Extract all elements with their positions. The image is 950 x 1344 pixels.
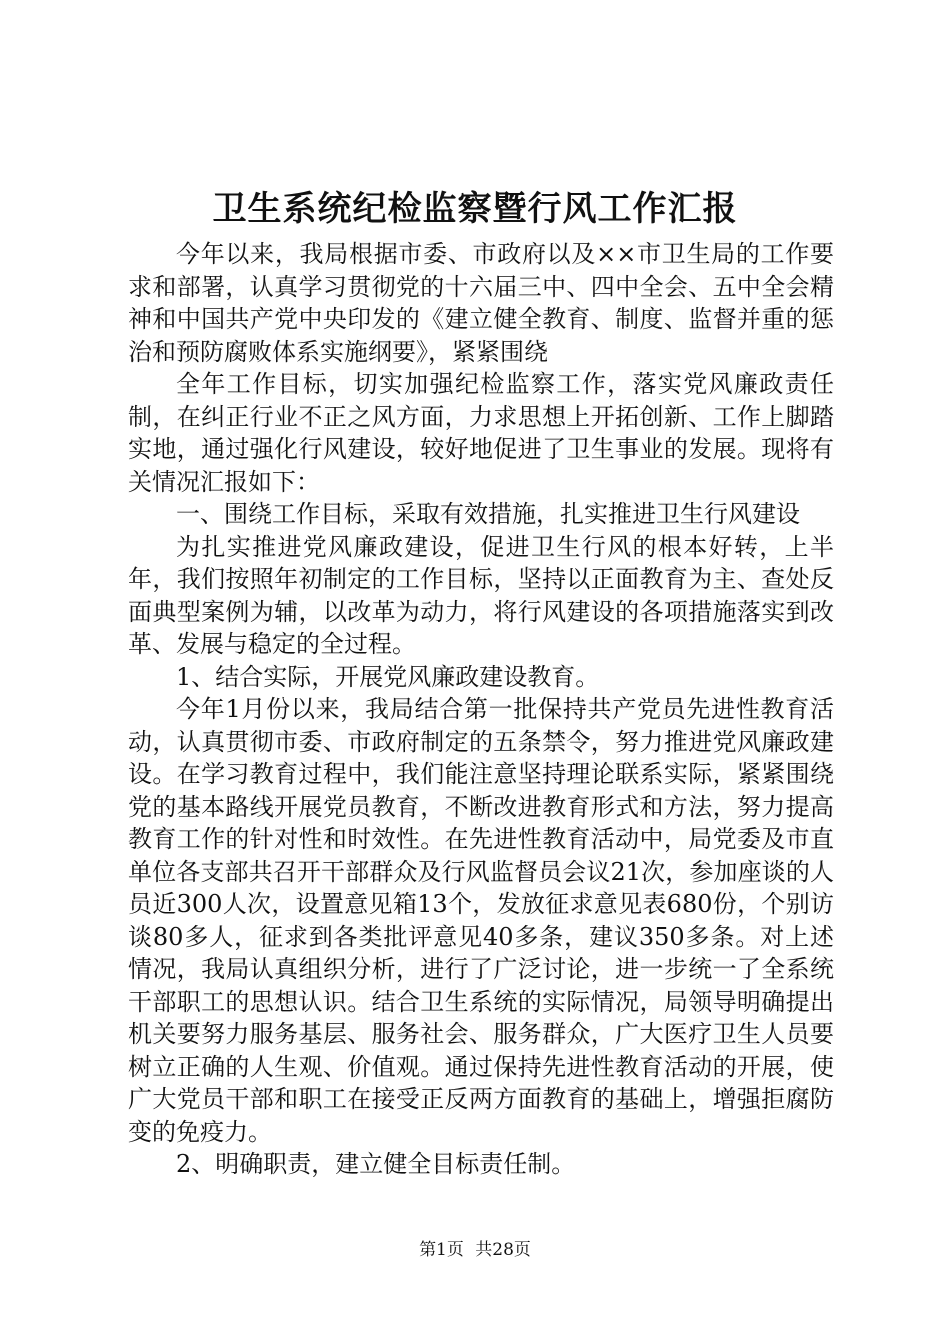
- subsection-heading-2: 2、明确职责，建立健全目标责任制。: [176, 1150, 576, 1178]
- page-total: 共28页: [475, 1240, 531, 1260]
- document-body: [128, 238, 834, 1181]
- paragraph-education: 今年1月份以来，我局结合第一批保持共产党员先进性教育活动，认真贯彻市委、市政府制定的五条禁令，努力推进党风廉政建设。在学习教育过程中，我们能注意坚持理论联系实际，紧紧围绕党的基本路线开展党员教育，不断改进教育形式和方法，努力提高教育工作的针对性和时效性。在先进性教育活动中，局党委及市直单位各支部共召开干部群众及行风监督员会议21次，参加座谈的人员近300人次，设置意见箱13个，发放征求意见表680份，个别访谈80多人，征求到各类批评意见40多条，建议350多条。对上述情况，我局认真组织分析，进行了广泛讨论，进一步统一了全系统干部职工的思想认识。结合卫生系统的实际情况，局领导明确提出机关要努力服务基层、服务社会、服务群众，广大医疗卫生人员要树立正确的人生观、价值观。通过保持先进性教育活动的开展，使广大党员干部和职工在接受正反两方面教育的基础上，增强拒腐防变的免疫力。: [128, 695, 834, 1146]
- paragraph-section-1: 为扎实推进党风廉政建设，促进卫生行风的根本好转，上半年，我们按照年初制定的工作目标，坚持以正面教育为主、查处反面典型案例为辅，以改革为动力，将行风建设的各项措施落实到改革、发展与稳定的全过程。: [128, 532, 834, 658]
- paragraph-intro: 今年以来，我局根据市委、市政府以及××市卫生局的工作要求和部署，认真学习贯彻党的十六届三中、四中全会、五中全会精神和中国共产党中央印发的《建立健全教育、制度、监督并重的惩治和预防腐败体系实施纲要》，紧紧围绕: [128, 240, 834, 366]
- document-title: 卫生系统纪检监察暨行风工作汇报: [212, 189, 738, 229]
- page-number: 第1页: [419, 1240, 464, 1260]
- subsection-heading-1: 1、结合实际，开展党风廉政建设教育。: [176, 662, 600, 691]
- section-heading-1: 一、围绕工作目标，采取有效措施，扎实推进卫生行风建设: [176, 500, 800, 528]
- page-footer: [0, 1238, 950, 1262]
- paragraph-goals: 全年工作目标，切实加强纪检监察工作，落实党风廉政责任制，在纠正行业不正之风方面，力求思想上开拓创新、工作上脚踏实地，通过强化行风建设，较好地促进了卫生事业的发展。现将有关情况汇报如下：: [128, 370, 834, 496]
